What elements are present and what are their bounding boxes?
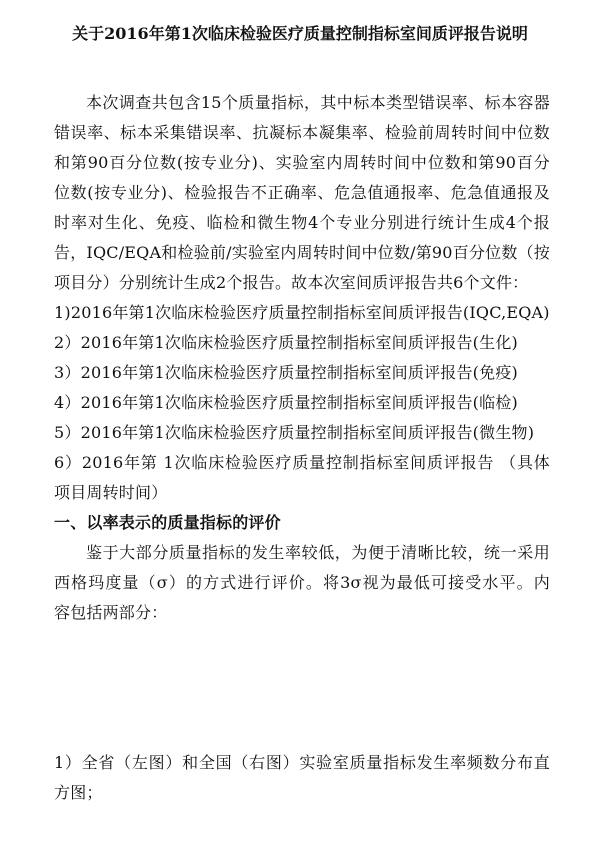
section-heading: 一、以率表示的质量指标的评价 xyxy=(54,513,281,532)
file-list-item: 4）2016年第1次临床检验医疗质量控制指标室间质评报告(临检) xyxy=(54,393,518,412)
intro-line: 项目分）分别统计生成2个报告。故本次室间质评报告共6个文件： xyxy=(54,273,529,292)
intro-line: 和第90百分位数(按专业分)、实验室内周转时间中位数和第90百分 xyxy=(54,153,550,172)
file-list-item: 6）2016年第 1次临床检验医疗质量控制指标室间质评报告 （具体 xyxy=(54,453,550,472)
file-list-item: 3）2016年第1次临床检验医疗质量控制指标室间质评报告(免疫) xyxy=(54,363,518,382)
section-1-paragraph xyxy=(54,538,550,628)
intro-line: 位数(按专业分)、检验报告不正确率、危急值通报率、危急值通报及 xyxy=(54,183,550,202)
paragraph-line: 鉴于大部分质量指标的发生率较低，为便于清晰比较，统一采用 xyxy=(86,543,550,562)
intro-line: 时率对生化、免疫、临检和微生物4个专业分别进行统计生成4个报 xyxy=(54,213,550,232)
intro-line: 错误率、标本采集错误率、抗凝标本凝集率、检验前周转时间中位数 xyxy=(54,123,550,142)
paragraph-line: 西格玛度量（σ）的方式进行评价。将3σ视为最低可接受水平。内 xyxy=(54,573,550,592)
file-list-item: 5）2016年第1次临床检验医疗质量控制指标室间质评报告(微生物) xyxy=(54,423,535,442)
document-title: 关于2016年第1次临床检验医疗质量控制指标室间质评报告说明 xyxy=(72,24,528,43)
list-item: 1）全省（左图）和全国（右图）实验室质量指标发生率频数分布直 xyxy=(54,753,550,772)
file-list xyxy=(54,298,550,508)
intro-line: 告，IQC/EQA和检验前/实验室内周转时间中位数/第90百分位数（按 xyxy=(54,243,550,262)
section-1-items xyxy=(54,748,550,808)
section-1 xyxy=(54,508,550,538)
intro-paragraph xyxy=(54,88,550,298)
intro-line: 本次调查共包含15个质量指标，其中标本类型错误率、标本容器 xyxy=(86,93,550,112)
file-list-item: 项目周转时间） xyxy=(54,483,168,502)
paragraph-line: 容包括两部分： xyxy=(54,603,168,622)
file-list-item: 1)2016年第1次临床检验医疗质量控制指标室间质评报告(IQC,EQA) xyxy=(54,303,550,322)
file-list-item: 2）2016年第1次临床检验医疗质量控制指标室间质评报告(生化) xyxy=(54,333,518,352)
list-item: 方图； xyxy=(54,783,103,802)
